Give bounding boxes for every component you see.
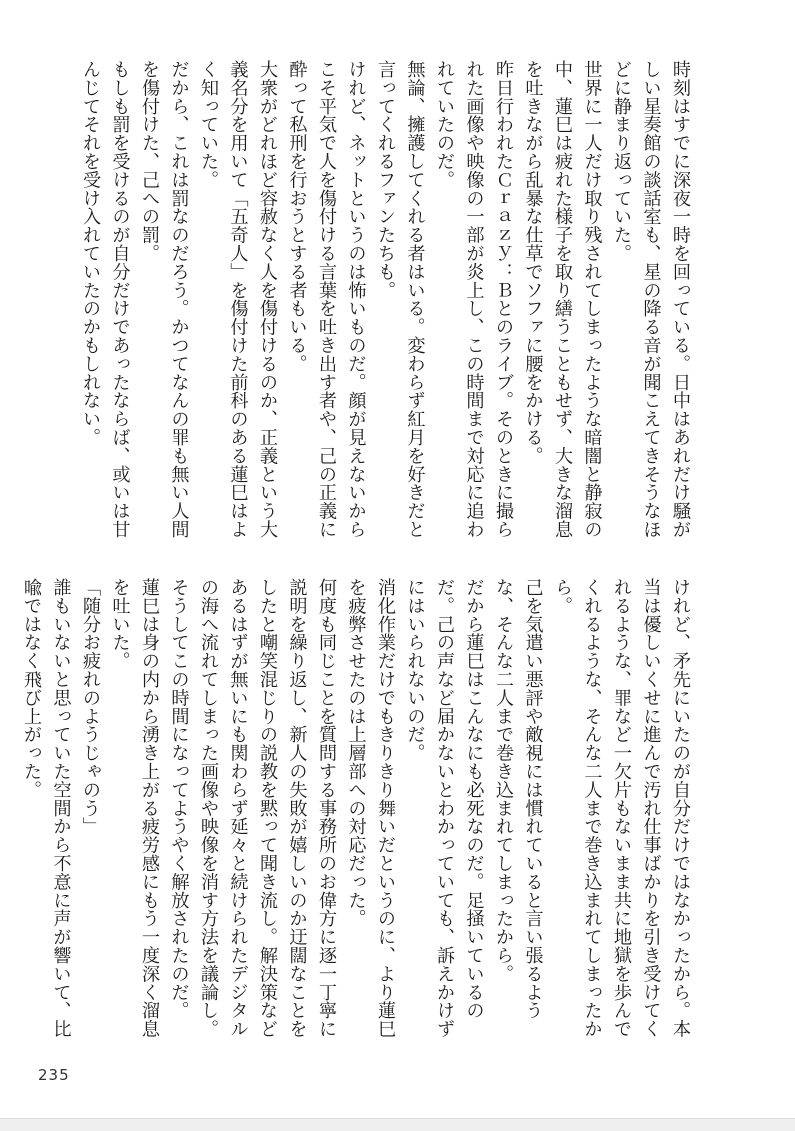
paragraph: だから蓮巳はこんなにも必死なのだ。足掻いているのだ。己の声など届かないとわかっていても、訴えかけずにはいられないのだ。 (404, 578, 485, 1038)
paragraph: 無論、擁護してくれる者はいる。変わらず紅月を好きだと言ってくれるファンたちも。 (375, 60, 426, 539)
body-text-upper (80, 60, 695, 550)
paragraph: 己を気遣い悪評や敵視には慣れていると言い張るような、そんな二人まで巻き込まれてしまったから。 (493, 578, 544, 1020)
paragraph: もしも罰を受けるのが自分だけであったならば、或いは甘んじてそれを受け入れていたのかもしれない。 (80, 60, 131, 539)
page-number: 235 (38, 1066, 70, 1084)
paragraph: 世界に一人だけ取り残されてしまったような暗闇と静寂の中、蓮巳は疲れた様子を取り繕うこともせず、大きな溜息を吐きながら乱暴な仕草でソファに腰をかける。 (522, 60, 603, 539)
paragraph: 昨日行われたＣｒａｚｙ：Ｂとのライブ。そのときに撮られた画像や映像の一部が炎上し、この時間まで対応に追われていたのだ。 (434, 60, 514, 539)
paragraph: 時刻はすでに深夜一時を回っている。日中はあれだけ騒がしい星奏館の談話室も、星の降る音が聞こえてきそうなほどに静まり返っていた。 (611, 60, 691, 539)
paragraph: 「随分お疲れのようじゃのう」 (80, 578, 101, 836)
paragraph: 誰もいないと思っていた空間から不意に声が響いて、比喩ではなく飛び上がった。 (21, 578, 72, 1038)
paragraph: そうしてこの時間になってようやく解放されたのだ。 (168, 578, 190, 1020)
page-bottom-edge (0, 1118, 795, 1131)
paragraph: けれど、ネットというのは怖いものだ。顔が見えないからこそ平気で人を傷付ける言葉を吐き出す者や、己の正義に酔って私刑を行おうとする者もいる。 (286, 60, 367, 539)
paragraph: だから、これは罰なのだろう。かつてなんの罪も無い人間を傷付けた、己への罰。 (139, 60, 190, 539)
paragraph: 蓮巳は身の内から湧き上がる疲労感にもう一度深く溜息を吐いた。 (109, 578, 160, 1038)
paragraph: 何度も同じことを質問する事務所のお偉方に逐一丁寧に説明を繰り返し、新人の失敗が嬉しいのか迂闊なことをしたと嘲笑混じりの説教を黙って聞き流し。解決策などあるはずが無いにも関わらず延々と続けられたデジタルの海へ流れてしまった画像や映像を消す方法を議論し。 (198, 578, 337, 1038)
paragraph: 大衆がどれほど容赦なく人を傷付けるのか、正義という大義名分を用いて「五奇人」を傷付けた前科のある蓮巳はよく知っていた。 (198, 60, 278, 539)
body-text-lower (21, 578, 695, 1048)
paragraph: 消化作業だけでもきりきり舞いだというのに、より蓮巳を疲弊させたのは上層部への対応だった。 (345, 578, 396, 1038)
paragraph: けれど、矛先にいたのが自分だけではなかったから。本当は優しいくせに進んで汚れ仕事ばかりを引き受けてくれるような、罪など一欠片もないまま共に地獄を歩んでくれるような、そんな二人まで巻き込まれてしまったから。 (552, 578, 691, 1038)
